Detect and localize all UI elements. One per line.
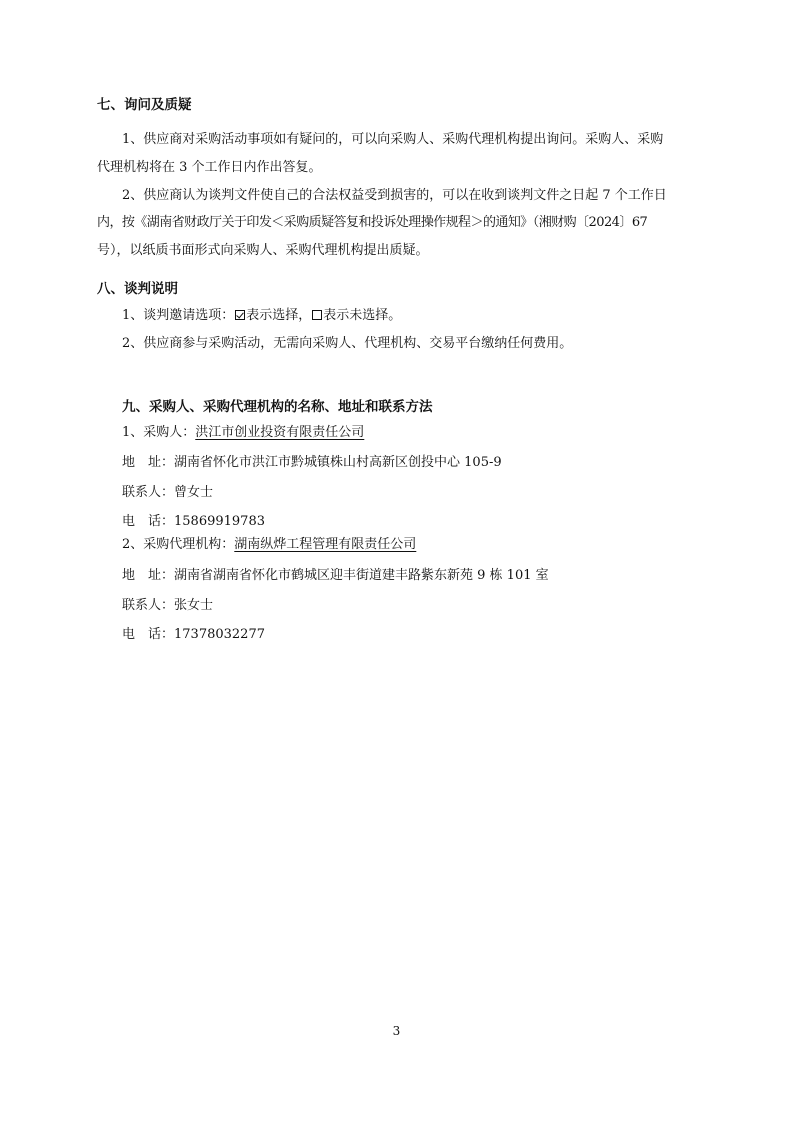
- section-7-paragraph-2-line-2: 内，按《湖南省财政厅关于印发＜采购质疑答复和投诉处理操作规程＞的通知》（湘财购〔2024〕67: [97, 215, 648, 230]
- section-7-paragraph-2-line-3: 号），以纸质书面形式向采购人、采购代理机构提出质疑。: [97, 243, 429, 258]
- agency-label: 2、采购代理机构：: [122, 537, 235, 552]
- section-7-paragraph-1-line-2: 代理机构将在 3 个工作日内作出答复。: [97, 160, 322, 175]
- agency-address: 湖南省湖南省怀化市鹤城区迎丰街道建丰路紫东新苑 9 栋 101 室: [174, 568, 549, 583]
- agency-address-line: [122, 567, 549, 585]
- section-9-heading: 九、采购人、采购代理机构的名称、地址和联系方法: [122, 399, 433, 415]
- purchaser-address-line: [122, 454, 502, 472]
- section-7-heading: 七、询问及质疑: [97, 97, 192, 113]
- unchecked-box-icon: [312, 310, 322, 320]
- agency-contact: 张女士: [174, 598, 214, 613]
- purchaser-contact-label: 联系人：: [122, 485, 175, 500]
- agency-line: [122, 536, 416, 554]
- section-7-paragraph-1-line-1: 1、供应商对采购活动事项如有疑问的，可以向采购人、采购代理机构提出询问。采购人、采购: [122, 132, 664, 147]
- purchaser-line: [122, 424, 364, 442]
- agency-phone-label: 电 话：: [122, 627, 175, 642]
- section-8-heading: 八、谈判说明: [97, 281, 178, 297]
- section-8-item-1-prefix: 1、谈判邀请选项：: [122, 308, 235, 323]
- purchaser-label: 1、采购人：: [122, 425, 196, 440]
- purchaser-contact: 曾女士: [174, 485, 214, 500]
- section-8-item-1: [122, 307, 401, 325]
- agency-contact-line: [122, 597, 213, 615]
- purchaser-contact-line: [122, 484, 213, 502]
- section-7-paragraph-2-line-1: 2、供应商认为谈判文件使自己的合法权益受到损害的，可以在收到谈判文件之日起 7 个工作日: [122, 188, 667, 203]
- section-8-checked-text: 表示选择，: [246, 308, 312, 323]
- agency-address-label: 地 址：: [122, 568, 175, 583]
- agency-contact-label: 联系人：: [122, 598, 175, 613]
- purchaser-address-label: 地 址：: [122, 455, 175, 470]
- purchaser-name: 洪江市创业投资有限责任公司: [195, 425, 365, 440]
- agency-phone-line: [122, 626, 265, 644]
- purchaser-address: 湖南省怀化市洪江市黔城镇株山村高新区创投中心 105-9: [174, 455, 502, 470]
- purchaser-phone-label: 电 话：: [122, 514, 175, 529]
- agency-name: 湖南纵烨工程管理有限责任公司: [234, 537, 417, 552]
- section-8-item-2: 2、供应商参与采购活动，无需向采购人、代理机构、交易平台缴纳任何费用。: [122, 336, 573, 351]
- section-8-unchecked-text: 表示未选择。: [323, 308, 402, 323]
- purchaser-phone: 15869919783: [174, 514, 265, 529]
- checked-box-icon: [235, 310, 245, 320]
- purchaser-phone-line: [122, 513, 265, 531]
- page-number: 3: [392, 1024, 401, 1038]
- agency-phone: 17378032277: [174, 627, 265, 642]
